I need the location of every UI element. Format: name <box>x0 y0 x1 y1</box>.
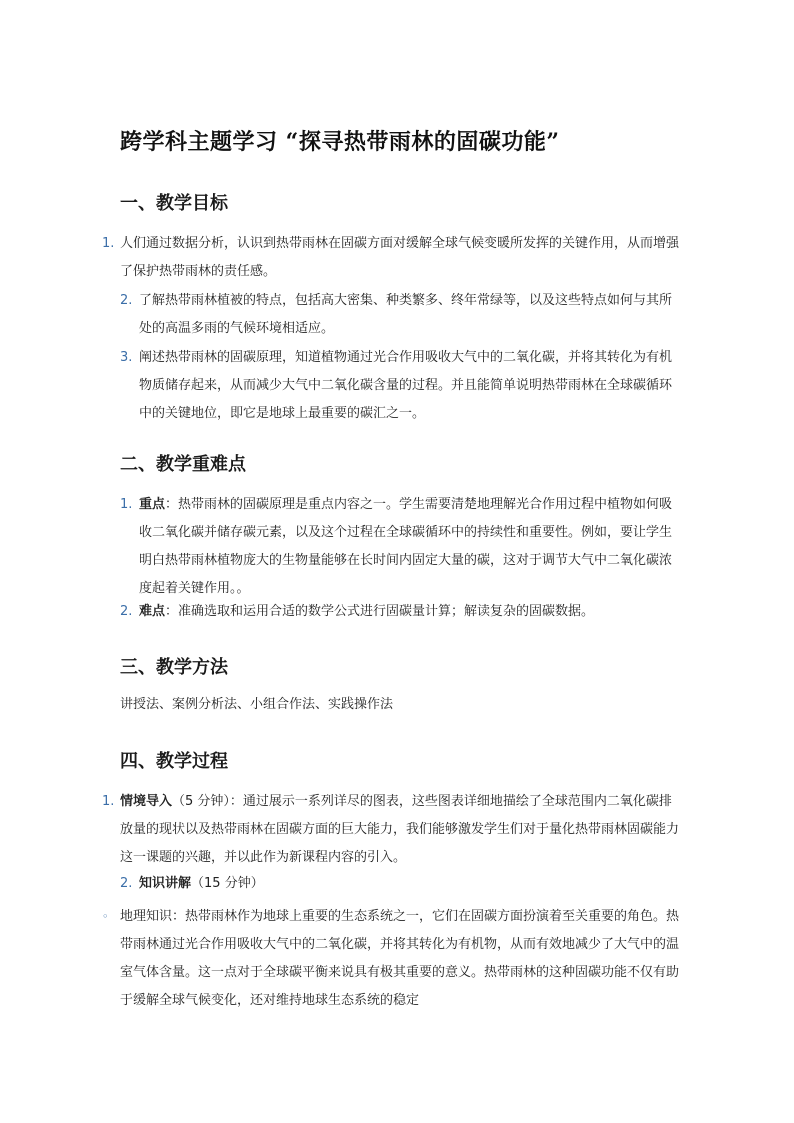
list-item: 地理知识：热带雨林作为地球上重要的生态系统之一，它们在固碳方面扮演着至关重要的角色。热带雨林通过光合作用吸收大气中的二氧化碳，并将其转化为有机物，从而有效地减少了大气中的温室气体含量。这一点对于全球碳平衡来说具有极其重要的意义。热带雨林的这种固碳功能不仅有助于缓解全球气候变化，还对维持地球生态系统的稳定 <box>120 909 680 1008</box>
section-heading-key-points: 二、教学重难点 <box>120 454 246 475</box>
list-item: 阐述热带雨林的固碳原理，知道植物通过光合作用吸收大气中的二氧化碳，并将其转化为有机物质储存起来，从而减少大气中二氧化碳含量的过程。并且能简单说明热带雨林在全球碳循环中的关键地位，即它是地球上最重要的碳汇之一。 <box>139 350 673 421</box>
document-title: 跨学科主题学习 “探寻热带雨林的固碳功能” <box>120 129 560 155</box>
list-number: 2. <box>120 293 133 308</box>
bullet-icon: ◦ <box>102 910 109 923</box>
list-item: 了解热带雨林植被的特点，包括高大密集、种类繁多、终年常绿等，以及这些特点如何与其所处的高温多雨的气候环境相适应。 <box>139 293 673 336</box>
list-item <box>139 870 675 898</box>
list-number: 1. <box>102 794 115 809</box>
list-number: 2. <box>120 876 133 891</box>
methods-text: 讲授法、案例分析法、小组合作法、实践操作法 <box>120 697 394 712</box>
item-label: 难点 <box>139 604 166 619</box>
item-text: ：热带雨林的固碳原理是重点内容之一。学生需要清楚地理解光合作用过程中植物如何吸收二氧化碳并储存碳元素，以及这个过程在全球碳循环中的持续性和重要性。例如，要让学生明白热带雨林植物庞大的生物量能够在长时间内固定大量的碳，这对于调节大气中二氧化碳浓度起着关键作用。。 <box>139 497 673 596</box>
section-heading-methods: 三、教学方法 <box>120 657 228 678</box>
list-number: 3. <box>120 350 133 365</box>
item-text: （5 分钟）：通过展示一系列详尽的图表，这些图表详细地描绘了全球范围内二氧化碳排放量的现状以及热带雨林在固碳方面的巨大能力，我们能够激发学生们对于量化热带雨林固碳能力这一课题的兴趣，并以此作为新课程内容的引入。 <box>120 794 680 865</box>
item-label: 知识讲解 <box>139 876 192 891</box>
item-label: 重点 <box>139 497 166 512</box>
list-item <box>139 491 675 603</box>
list-item: 人们通过数据分析，认识到热带雨林在固碳方面对缓解全球气候变暖所发挥的关键作用，从而增强了保护热带雨林的责任感。 <box>120 236 680 279</box>
item-text: （15 分钟） <box>191 876 264 891</box>
item-label: 情境导入 <box>120 794 173 809</box>
list-item <box>120 788 680 872</box>
section-heading-process: 四、教学过程 <box>120 751 228 772</box>
list-number: 1. <box>120 497 133 512</box>
section-heading-objectives: 一、教学目标 <box>120 193 228 214</box>
item-text: ：准确选取和运用合适的数学公式进行固碳量计算；解读复杂的固碳数据。 <box>165 604 595 619</box>
list-item <box>139 598 675 626</box>
list-number: 1. <box>102 236 115 251</box>
list-number: 2. <box>120 604 133 619</box>
